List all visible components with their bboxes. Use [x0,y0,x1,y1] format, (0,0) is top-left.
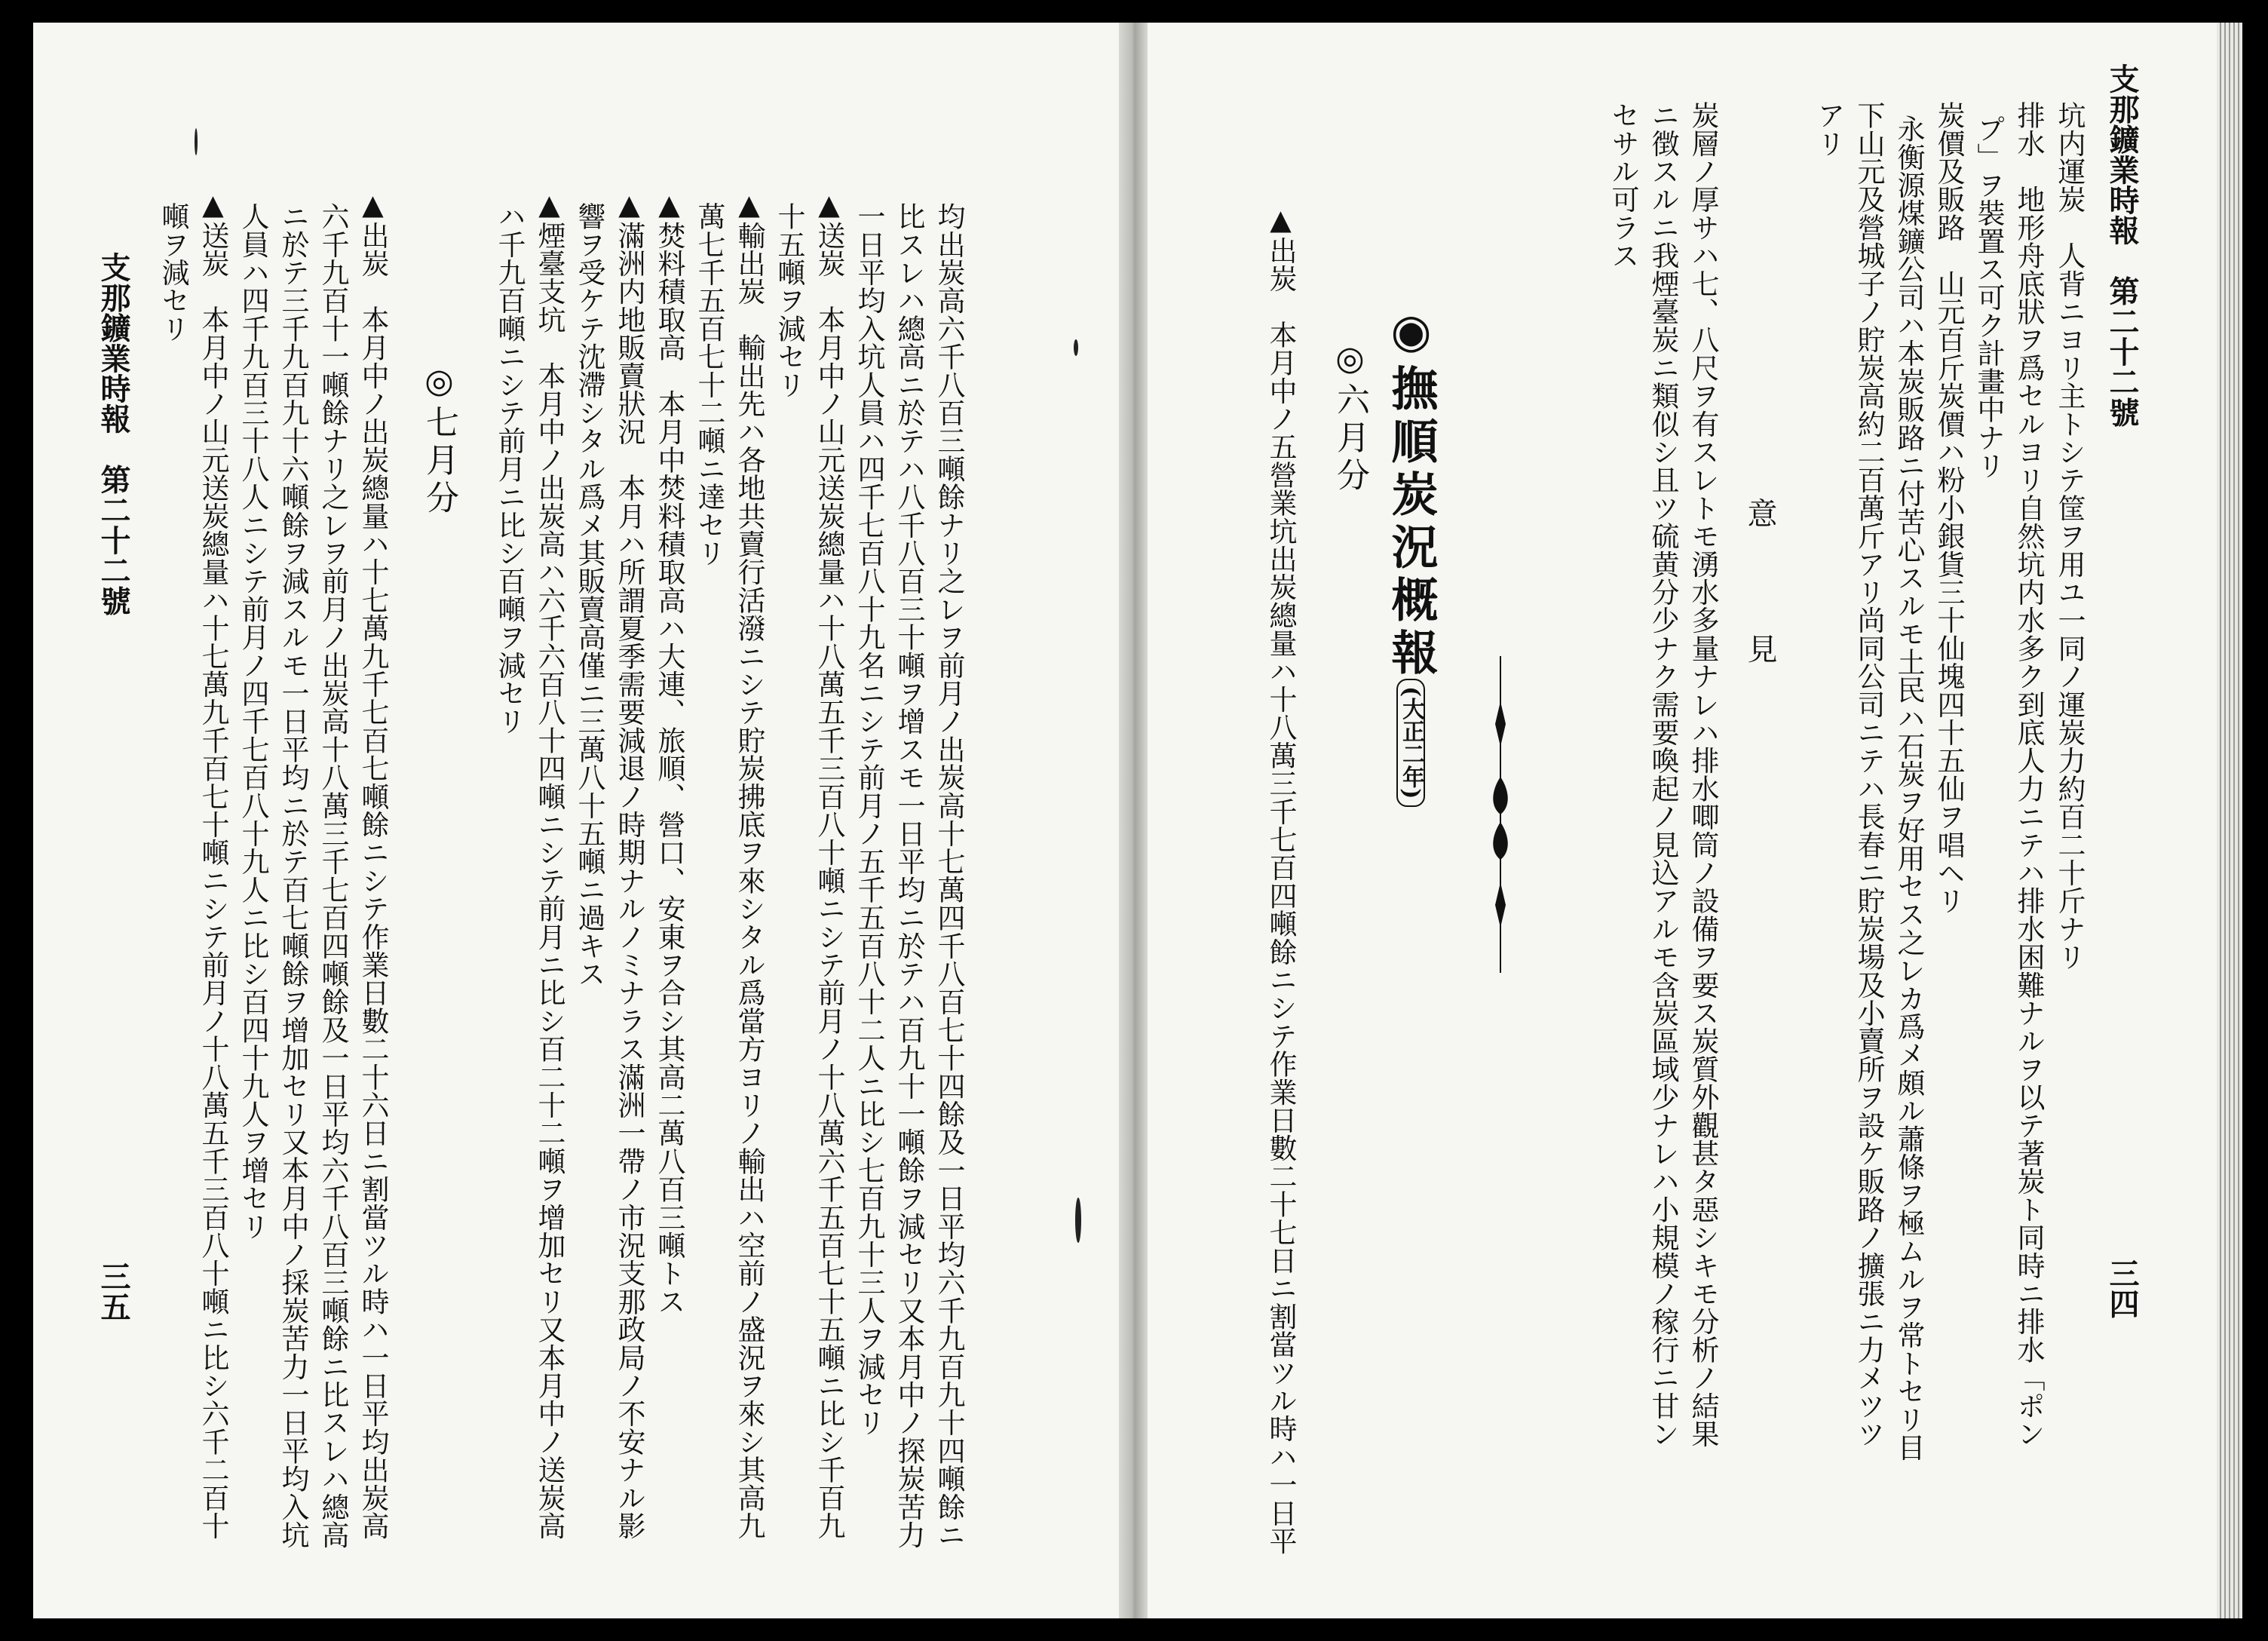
july-line: 六千九百十一噸餘ナリ之レヲ前月ノ出炭高十八萬三千七百四噸餘及一日平均六千八百三噸餘ニ比スレハ總高 [317,202,349,1549]
section-line: ▲出炭 本月中ノ五營業坑出炭總量ハ十八萬三千七百四噸餘ニシテ作業日數二十七日ニ割當ツル時ハ一日平 [1264,204,1297,1555]
june-line: ▲輸出炭 輸出先ハ各地共賣行活潑ニシテ貯炭拂底ヲ來シタル爲當方ヨリノ輸出ハ空前ノ盛況ヲ來シ其高九 [733,189,765,1540]
scan-speck [1074,339,1078,356]
book-gutter [1119,23,1148,1618]
opinion-line: 炭層ノ厚サハ七、八尺ヲ有スレトモ湧水多量ナレハ排水唧筒ノ設備ヲ要ス炭質外觀甚タ惡シキモ分析ノ結果 [1687,101,1719,1448]
month-heading-july: ◎七月分 [420,362,458,518]
july-line: 噸ヲ減セリ [157,202,189,342]
june-line: ▲煙臺支坑 本月中ノ出炭高ハ六千六百八十四噸ニシテ前月ニ比シ百二十二噸ヲ增加セリ又本月中ノ送炭高 [533,189,565,1540]
june-line: ハ千九百噸ニシテ前月ニ比シ百噸ヲ減セリ [493,202,526,735]
july-line: ニ於テ三千九百九十六噸餘ヲ減スルモ一日平均ニ於テ百七噸餘ヲ增加セリ又本月中ノ採炭苦力一日平均入坑 [277,202,309,1549]
right-text-line: 排水 地形舟底狀ヲ爲セルヨリ自然坑内水多ク到底人力ニテハ排水困難ナルヲ以テ著炭ト同時ニ排水「ポン [2012,101,2045,1448]
june-line: ▲滿洲内地販賣狀況 本月ハ所謂夏季需要減退ノ時期ナルノミナラス滿洲一帶ノ市況支那政局ノ不安ナル影 [613,189,645,1540]
opinion-heading: 意 見 [1742,498,1777,701]
july-line: ▲送炭 本月中ノ山元送炭總量ハ十七萬九千百七十噸ニシテ前月ノ十八萬五千三百八十噸ニ比シ六千二百十 [197,189,229,1540]
june-line: 萬七千五百七十二噸ニ達セリ [693,202,725,567]
left-page-header: 支那鑛業時報 第二十二號 [96,252,131,616]
scan-speck [1075,1198,1081,1243]
right-page-header: 支那鑛業時報 第二十二號 [2104,63,2140,428]
june-line: 比スレハ總高ニ於テハ八千八百三十噸ヲ增スモ一日平均ニ於テハ百九十一噸餘ヲ減セリ又本月中ノ探炭苦力 [893,202,925,1549]
right-text-line: 坑内運炭 人背ニヨリ主トシテ筐ヲ用ユ一同ノ運炭力約百二十斤ナリ [2053,101,2086,971]
july-line: 人員ハ四千九百三十八人ニシテ前月ノ四千七百八十九人ニ比シ百四十九人ヲ增セリ [237,202,269,1241]
july-line: ▲出炭 本月中ノ出炭總量ハ十七萬九千七百七噸餘ニシテ作業日數二十六日ニ割當ツル時ハ一日平均出炭高 [357,189,389,1540]
ornament-divider [1489,656,1512,973]
june-line: 均出炭高六千八百三噸餘ナリ之レヲ前月ノ出炭高十七萬四千八百七十四餘及一日平均六千九百九十四噸餘ニ [933,202,965,1549]
right-text-line: 下山元及營城子ノ貯炭高約二百萬斤アリ尚同公司ニテハ長春ニ貯炭場及小賣所ヲ設ケ販路ノ擴張ニ力メツツ [1853,101,1885,1448]
june-line: 十五噸ヲ減セリ [773,202,805,399]
month-heading-june: ◎六月分 [1331,339,1369,495]
june-line: 響ヲ受ケテ沈滯シタル爲メ其販賣高僅ニ三萬八十五噸ニ過キス [573,202,605,988]
right-text-line: プ」ヲ裝置ス可ク計畫中ナリ [1972,115,2005,480]
june-line: 一日平均入坑人員ハ四千七百八十九名ニシテ前月ノ五千五百八十二人ニ比シ七百九十三人ヲ減セリ [853,202,885,1437]
opinion-line: セサル可ラス [1607,101,1639,270]
left-page-number: 三五 [96,1261,131,1322]
june-line: ▲焚料積取高 本月中焚料積取高ハ大連、旅順、營口、安東ヲ合シ其高二萬八百三噸トス [653,189,685,1315]
right-text-line: アリ [1813,101,1845,158]
june-line: ▲送炭 本月中ノ山元送炭總量ハ十八萬五千三百八十噸ニシテ前月ノ十八萬六千五百七十五噸ニ比シ千百九 [813,189,845,1540]
right-text-line: 永衡源煤鑛公司ハ本炭販路ニ付苦心スルモ土民ハ石炭ヲ好用セス之レカ爲メ頗ル蕭條ヲ極ムルヲ常トセリ目 [1893,115,1925,1462]
right-text-line: 炭價及販路 山元百斤炭價ハ粉小銀貨三十仙塊四十五仙ヲ唱ヘリ [1932,101,1965,915]
scan-speck [195,128,198,155]
report-title-note: (大正二年) [1396,679,1425,807]
right-page-number: 三四 [2104,1258,2140,1319]
page-edges [2217,23,2242,1618]
report-title: ◉撫順炭況概報 [1384,303,1439,681]
opinion-line: ニ徴スルニ我煙臺炭ニ類似シ且ツ硫黄分少ナク需要喚起ノ見込アルモ含炭區域少ナレハ小規模ノ稼行ニ甘ン [1647,101,1679,1448]
